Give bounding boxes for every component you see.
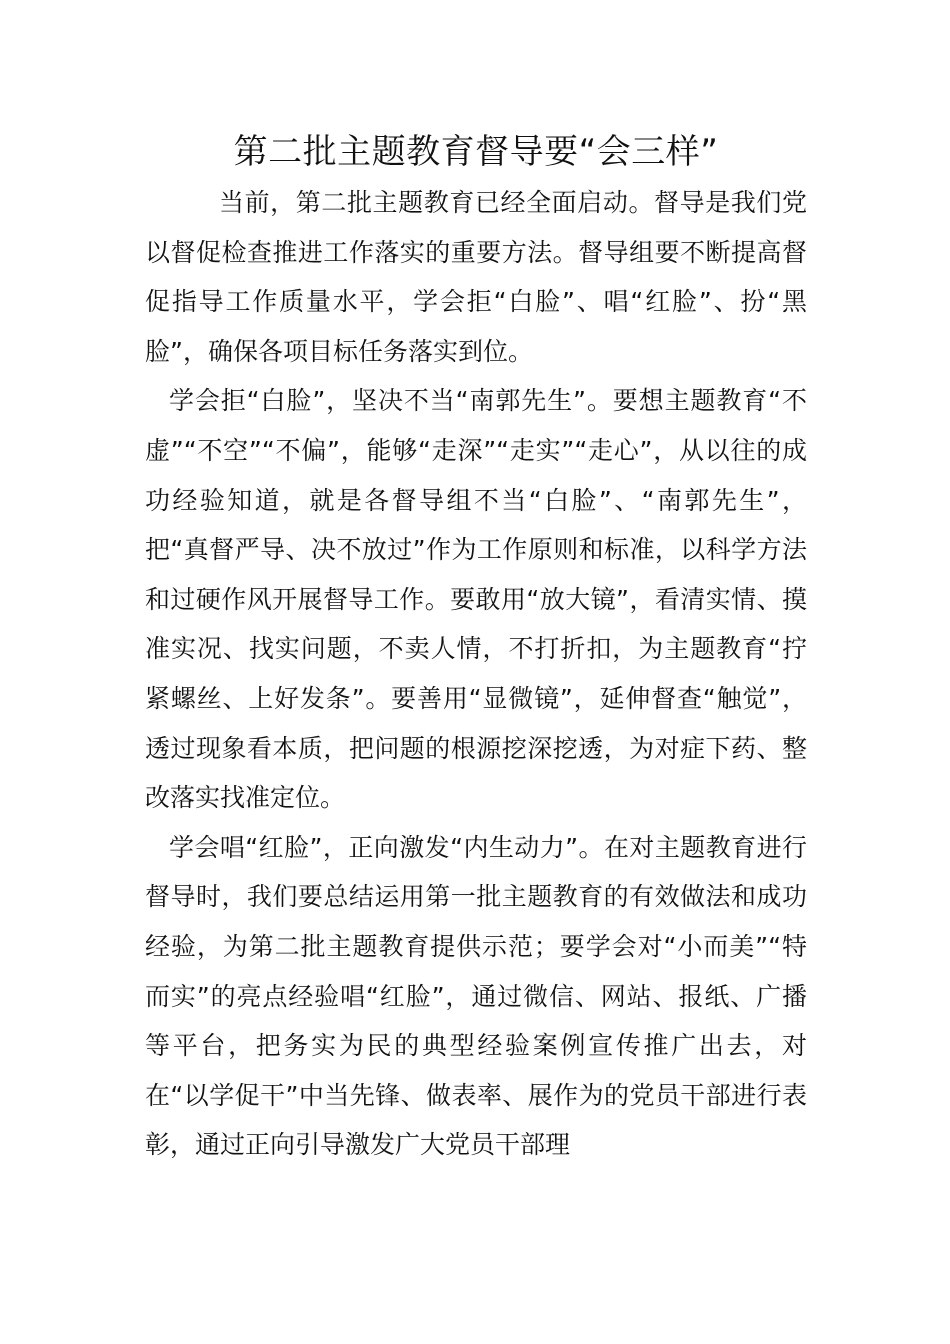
document-page [145, 128, 807, 1170]
paragraph-intro: 当前，第二批主题教育已经全面启动。督导是我们党以督促检查推进工作落实的重要方法。督导组要不断提高督促指导工作质量水平，学会拒“白脸”、唱“红脸”、扮“黑脸”，确保各项目标任务落实到位。 [145, 188, 807, 366]
paragraph-red-face: 学会唱“红脸”，正向激发“内生动力”。在对主题教育进行督导时，我们要总结运用第一批主题教育的有效做法和成功经验，为第二批主题教育提供示范；要学会对“小而美”“特而实”的亮点经验唱“红脸”，通过微信、网站、报纸、广播等平台，把务实为民的典型经验案例宣传推广出去，对在“以学促干”中当先锋、做表率、展作为的党员干部进行表彰，通过正向引导激发广大党员干部理 [145, 832, 807, 1160]
document-title: 第二批主题教育督导要“会三样” [233, 132, 719, 172]
paragraph-white-face: 学会拒“白脸”，坚决不当“南郭先生”。要想主题教育“不虚”“不空”“不偏”，能够“走深”“走实”“走心”，从以往的成功经验知道，就是各督导组不当“白脸”、“南郭先生”，把“真督严导、决不放过”作为工作原则和标准，以科学方法和过硬作风开展督导工作。要敢用“放大镜”，看清实情、摸准实况、找实问题，不卖人情，不打折扣，为主题教育“拧紧螺丝、上好发条”。要善用“显微镜”，延伸督查“触觉”，透过现象看本质，把问题的根源挖深挖透，为对症下药、整改落实找准定位。 [145, 386, 807, 813]
